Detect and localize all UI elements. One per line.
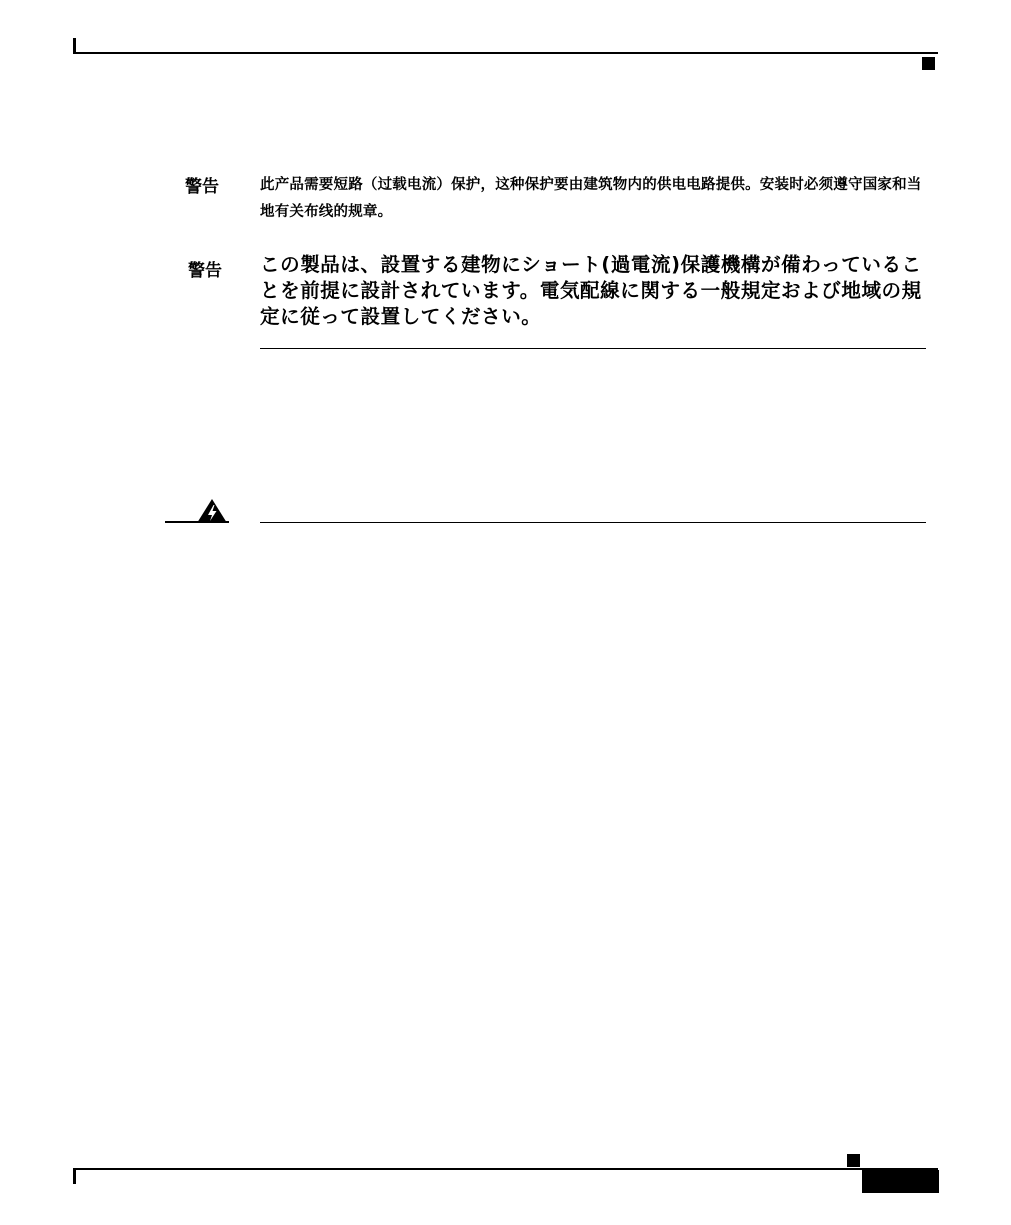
warning-text-ja: この製品は、設置する建物にショート(過電流)保護機構が備わっていることを前提に設計されています。電気配線に関する一般規定および地域の規定に従って設置してください。 [260,253,922,328]
header-rule [73,52,938,54]
warning-label-ja: 警告 [188,261,222,281]
warning-lightning-icon [196,498,228,524]
warning-label-zh: 警告 [185,177,219,197]
header-marker [922,57,935,70]
warning-text-zh: 此产品需要短路（过载电流）保护，这种保护要由建筑物内的供电电路提供。安装时必须遵守国家和当地有关布线的规章。 [260,177,922,220]
section-divider [260,348,926,349]
footer-tick [73,1168,76,1184]
page-number-box [862,1170,939,1193]
footer-rule [73,1168,938,1170]
footer-marker [847,1154,860,1167]
warning-divider [260,522,926,523]
